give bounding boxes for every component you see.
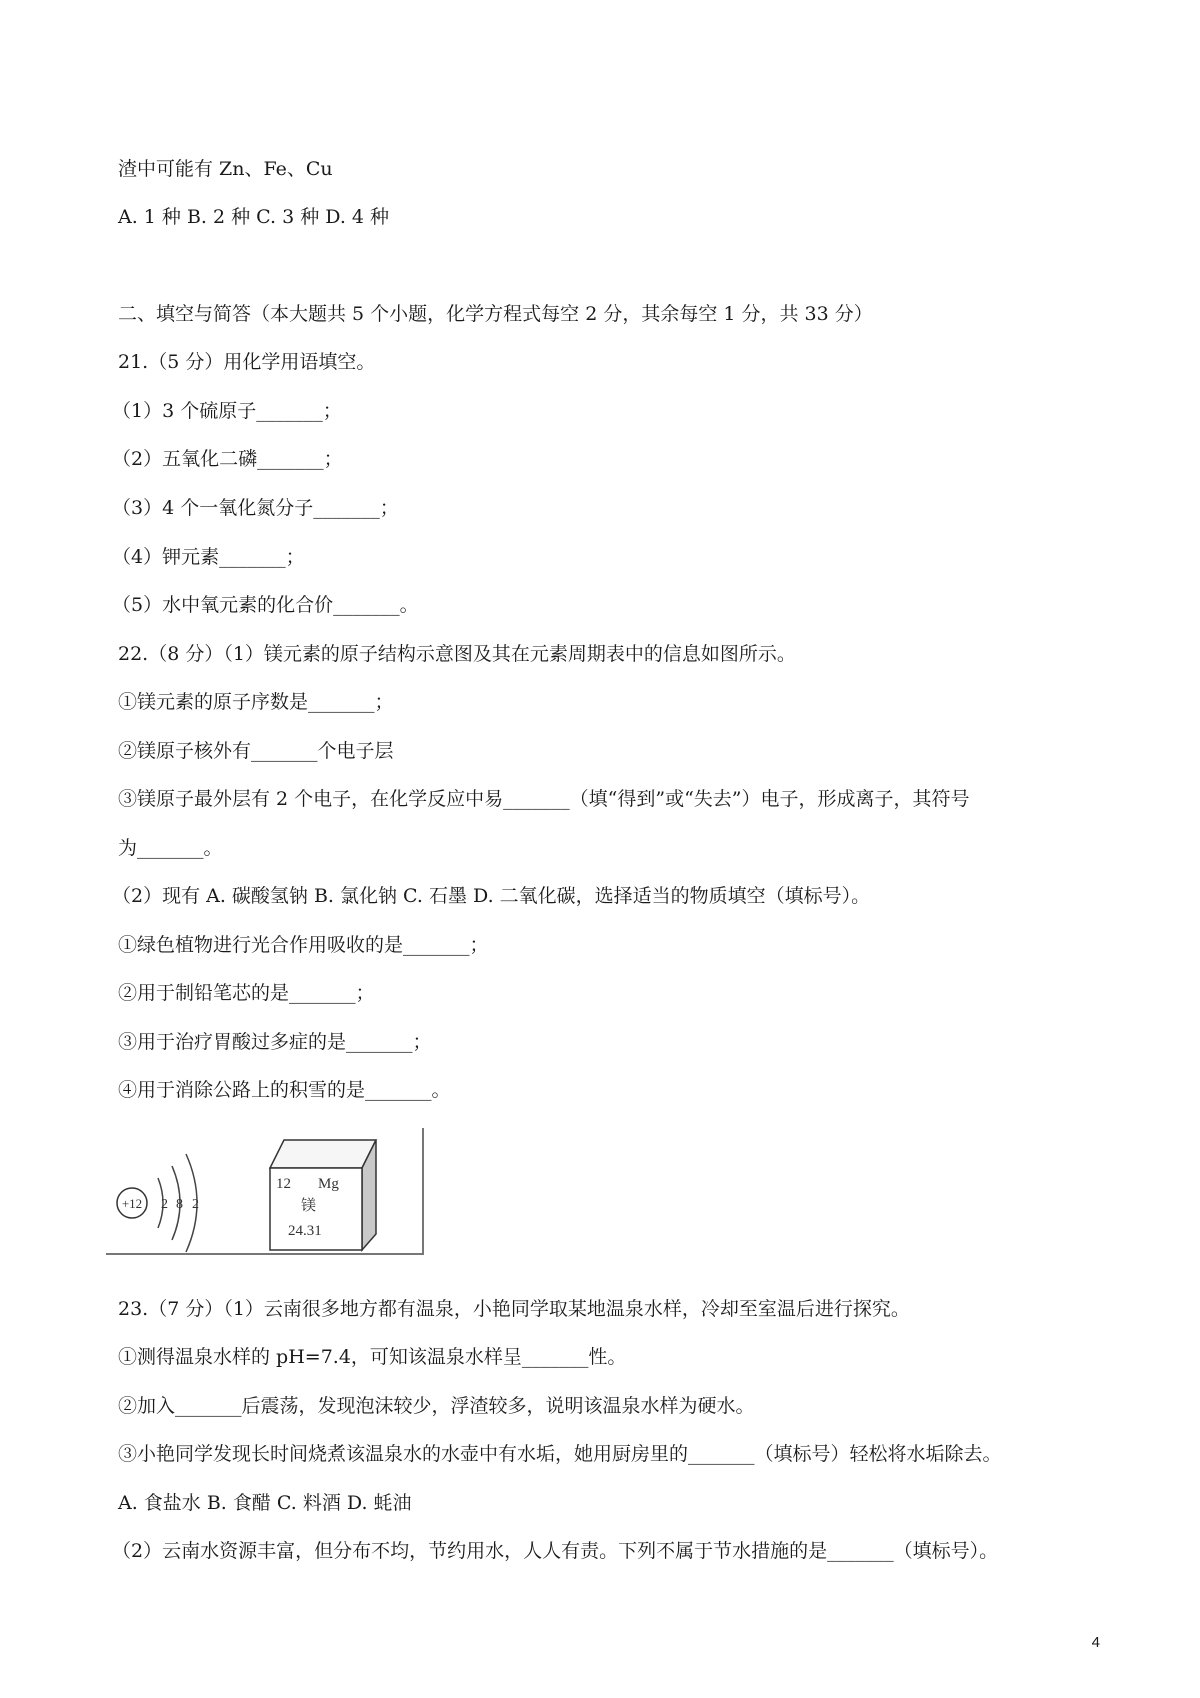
question-22-1-c: ③镁原子最外层有 2 个电子，在化学反应中易_______（填“得到”或“失去”）电子，形成离子，其符号 <box>118 788 970 810</box>
question-21-4: （4）钾元素_______； <box>112 546 305 568</box>
question-22: 22.（8 分）（1）镁元素的原子结构示意图及其在元素周期表中的信息如图所示。 <box>118 643 796 665</box>
text-line: 渣中可能有 Zn、Fe、Cu <box>118 158 333 180</box>
question-22-1-a: ①镁元素的原子序数是_______； <box>118 691 394 713</box>
question-22-2-d: ④用于消除公路上的积雪的是_______。 <box>118 1079 451 1101</box>
element-name: 镁 <box>301 1198 317 1214</box>
question-23: 23.（7 分）（1）云南很多地方都有温泉，小艳同学取某地温泉水样，冷却至室温后进行探究。 <box>118 1298 910 1320</box>
question-21-5: （5）水中氧元素的化合价_______。 <box>112 594 419 616</box>
nucleus-label: +12 <box>121 1196 143 1211</box>
atomic-number: 12 <box>276 1176 291 1192</box>
question-23-1-options: A. 食盐水 B. 食醋 C. 料酒 D. 蚝油 <box>118 1492 412 1514</box>
question-21-3: （3）4 个一氧化氮分子_______； <box>112 497 399 519</box>
page-number: 4 <box>1091 1634 1100 1651</box>
question-21: 21.（5 分）用化学用语填空。 <box>118 351 376 373</box>
question-23-1-b: ②加入_______后震荡，发现泡沫较少，浮渣较多，说明该温泉水样为硬水。 <box>118 1395 755 1417</box>
cube-top-face <box>270 1140 376 1168</box>
question-23-2: （2）云南水资源丰富，但分布不均，节约用水，人人有责。下列不属于节水措施的是_______（填标号）。 <box>112 1540 999 1562</box>
element-symbol: Mg <box>318 1176 339 1192</box>
question-22-2-a: ①绿色植物进行光合作用吸收的是_______； <box>118 934 489 956</box>
shell-electrons-2: 8 <box>176 1197 183 1212</box>
question-22-2-c: ③用于治疗胃酸过多症的是_______； <box>118 1031 432 1053</box>
question-22-2: （2）现有 A. 碳酸氢钠 B. 氯化钠 C. 石墨 D. 二氧化碳，选择适当的物质填空（填标号）。 <box>112 885 871 907</box>
question-22-2-b: ②用于制铅笔芯的是_______； <box>118 982 375 1004</box>
shell-electrons-1: 2 <box>161 1197 168 1212</box>
question-23-1-c: ③小艳同学发现长时间烧煮该温泉水的水壶中有水垢，她用厨房里的_______（填标号）轻松将水垢除去。 <box>118 1443 1002 1465</box>
answer-options: A. 1 种 B. 2 种 C. 3 种 D. 4 种 <box>118 206 390 228</box>
question-21-1: （1）3 个硫原子_______； <box>112 400 342 422</box>
question-21-2: （2）五氧化二磷_______； <box>112 448 343 470</box>
question-22-1-c-cont: 为_______。 <box>118 837 223 859</box>
question-22-1-b: ②镁原子核外有_______个电子层 <box>118 740 394 762</box>
section-heading: 二、填空与简答（本大题共 5 个小题，化学方程式每空 2 分，其余每空 1 分，共 33 分） <box>118 303 873 325</box>
magnesium-figure <box>106 1128 424 1255</box>
shell-electrons-3: 2 <box>192 1197 199 1212</box>
question-23-1-a: ①测得温泉水样的 pH=7.4，可知该温泉水样呈_______性。 <box>118 1346 627 1368</box>
atomic-mass: 24.31 <box>288 1223 322 1239</box>
